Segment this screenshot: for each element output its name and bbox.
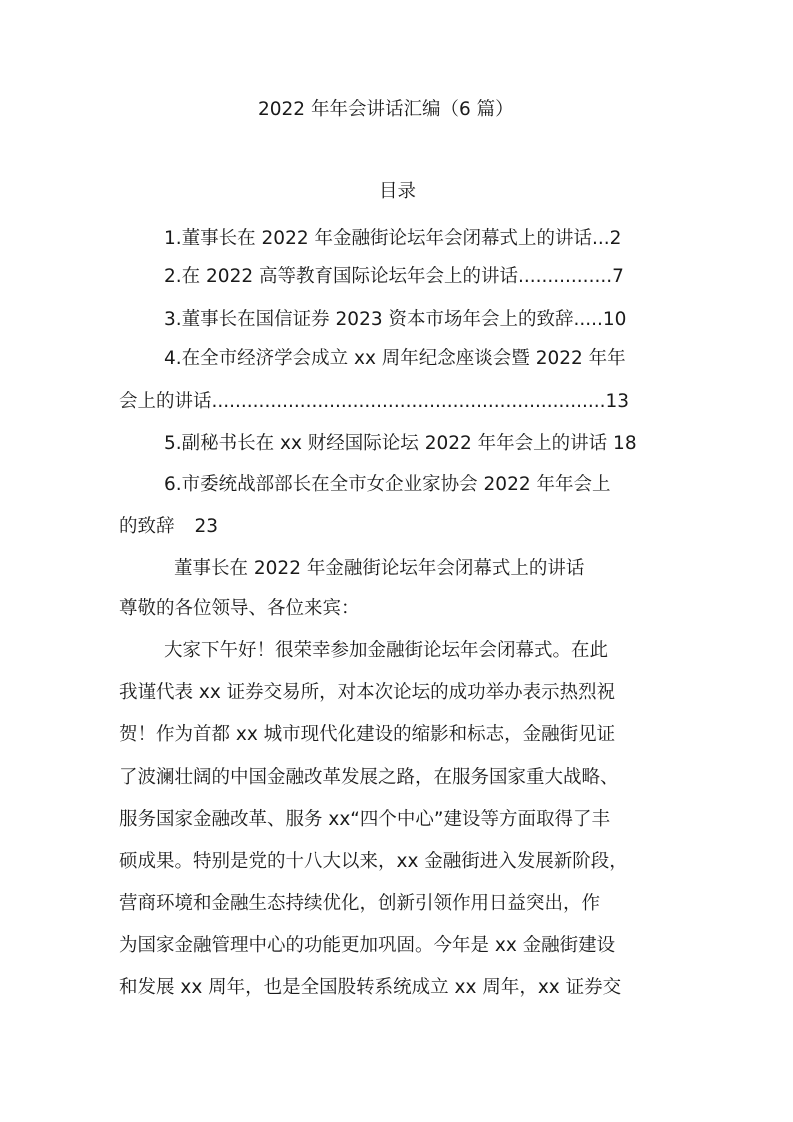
toc-item[interactable] xyxy=(164,432,637,456)
body-line: 贺！作为首都 xx 城市现代化建设的缩影和标志，金融街见证 xyxy=(119,724,616,745)
toc-item-text: 5.副秘书长在 xx 财经国际论坛 2022 年年会上的讲话 xyxy=(164,433,608,454)
toc-item-text: 3.董事长在国信证券 2023 资本市场年会上的致辞 xyxy=(164,309,574,330)
toc-item-text: 的致辞 xyxy=(119,516,175,537)
toc-item-text: 6.市委统战部部长在全市女企业家协会 2022 年年会上 xyxy=(164,474,611,495)
toc-item-dots: ................ xyxy=(518,266,613,287)
toc-item-line1[interactable] xyxy=(164,347,626,371)
body-line: 为国家金融管理中心的功能更加巩固。今年是 xx 金融街建设 xyxy=(119,935,616,956)
toc-item-line1[interactable] xyxy=(164,473,611,497)
toc-item[interactable] xyxy=(164,227,674,251)
salutation: 尊敬的各位领导、各位来宾： xyxy=(119,598,360,619)
toc-item-dots: ... xyxy=(592,228,610,249)
toc-item-page: 18 xyxy=(613,433,637,454)
toc-heading: 目录 xyxy=(379,181,417,202)
toc-item[interactable] xyxy=(164,308,674,332)
body-line: 大家下午好！很荣幸参加金融街论坛年会闭幕式。在此 xyxy=(164,640,609,661)
body-line: 营商环境和金融生态持续优化，创新引领作用日益突出，作 xyxy=(119,893,601,914)
section-heading: 董事长在 2022 年金融街论坛年会闭幕式上的讲话 xyxy=(174,558,585,579)
body-line: 了波澜壮阔的中国金融改革发展之路，在服务国家重大战略、 xyxy=(119,767,619,788)
body-line: 硕成果。特别是党的十八大以来，xx 金融街进入发展新阶段， xyxy=(119,851,628,872)
document-title: 2022 年年会讲话汇编（6 篇） xyxy=(258,99,514,120)
toc-item-page: 2 xyxy=(609,228,622,249)
toc-item-page: 23 xyxy=(194,516,219,537)
toc-item-text: 1.董事长在 2022 年金融街论坛年会闭幕式上的讲话 xyxy=(164,228,592,249)
body-line: 我谨代表 xx 证券交易所，对本次论坛的成功举办表示热烈祝 xyxy=(119,682,616,703)
toc-item-line2[interactable] xyxy=(119,515,218,539)
body-line: 服务国家金融改革、服务 xx“四个中心”建设等方面取得了丰 xyxy=(119,809,610,830)
toc-item-text: 2.在 2022 高等教育国际论坛年会上的讲话 xyxy=(164,266,518,287)
toc-item-page: 10 xyxy=(602,309,627,330)
toc-item-text: 会上的讲话 xyxy=(119,391,212,412)
toc-item-dots: ..... xyxy=(573,309,603,330)
toc-item[interactable] xyxy=(164,265,674,289)
toc-item-page: 7 xyxy=(612,266,624,287)
body-line: 和发展 xx 周年，也是全国股转系统成立 xx 周年，xx 证券交 xyxy=(119,977,622,998)
toc-item-line2[interactable] xyxy=(119,390,674,414)
toc-item-dots: ................................................................... xyxy=(211,391,606,412)
toc-item-page: 13 xyxy=(605,391,630,412)
toc-item-text: 4.在全市经济学会成立 xx 周年纪念座谈会暨 2022 年年 xyxy=(164,348,626,369)
